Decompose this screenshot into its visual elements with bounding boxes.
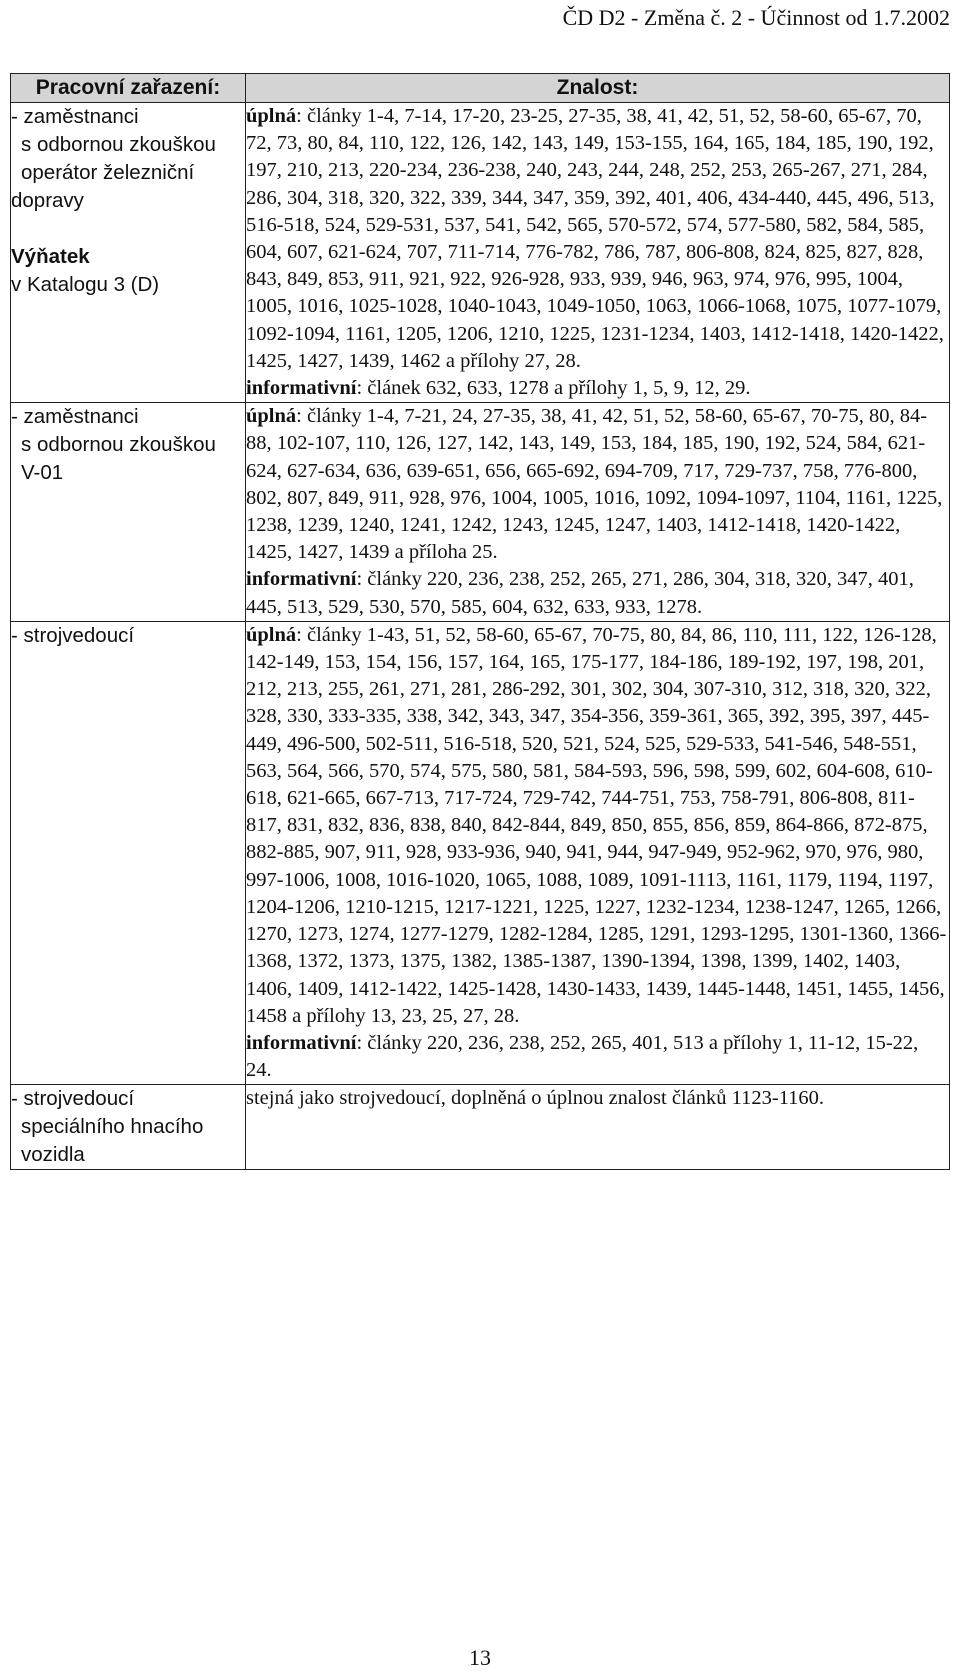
role-line: dopravy — [11, 189, 84, 212]
extract-catalog: v Katalogu 3 (D) — [11, 273, 160, 296]
table-row — [11, 1085, 950, 1170]
document-reference: ČD D2 - Změna č. 2 - Účinnost od 1.7.2002 — [562, 5, 950, 30]
knowledge-cell — [246, 621, 950, 1084]
full-knowledge-label: úplná — [246, 623, 297, 646]
informative-knowledge-paragraph — [246, 375, 949, 402]
extract-label: Výňatek — [11, 245, 90, 268]
informative-text: : článek 632, 633, 1278 a přílohy 1, 5, 9, 12, 29. — [356, 377, 751, 400]
full-knowledge-text: : články 1-4, 7-14, 17-20, 23-25, 27-35, 38, 41, 42, 51, 52, 58-60, 65-67, 70, 72, 73, 80, 84, 110, 122, 126, 142, 143, 149, 153-155, 164, 165, 184, 185, 190, 192, 197, 210, 213, 220-234, 236-238, 240, 243, 244, 248, 252, 253, 265-267, 271, 284, 286, 304, 318, 320, 322, 339, 344, 347, 359, 392, 401, 406, 434-440, 445, 496, 513, 516-518, 524, 529-531, 537, 541, 542, 565, 570-572, 574, 577-580, 582, 584, 585, 604, 607, 621-624, 707, 711-714, 776-782, 786, 787, 806-808, 824, 825, 827, 828, 843, 849, 853, 911, 921, 922, 926-928, 933, 939, 946, 963, 974, 976, 995, 1004, 1005, 1016, 1025-1028, 1040-1043, 1049-1050, 1063, 1066-1068, 1075, 1077-1079, 1092-1094, 1161, 1205, 1206, 1210, 1225, 1231-1234, 1403, 1412-1418, 1420-1422, 1425, 1427, 1439, 1462 a přílohy 27, 28. — [246, 105, 944, 372]
column-header-role: Pracovní zařazení: — [11, 74, 246, 103]
full-knowledge-text: : články 1-43, 51, 52, 58-60, 65-67, 70-75, 80, 84, 86, 110, 111, 122, 126-128, 142-149, 153, 154, 156, 157, 164, 165, 175-177, 184-186, 189-192, 197, 198, 201, 212, 213, 255, 261, 271, 281, 286-292, 301, 302, 304, 307-310, 312, 318, 320, 322, 328, 330, 333-335, 338, 342, 343, 347, 354-356, 359-361, 365, 392, 395, 397, 445-449, 496-500, 502-511, 516-518, 520, 521, 524, 525, 529-533, 541-546, 548-551, 563, 564, 566, 570, 574, 575, 580, 581, 584-593, 596, 598, 599, 602, 604-608, 610-618, 621-665, 667-713, 717-724, 729-742, 744-751, 753, 758-791, 806-808, 811-817, 831, 832, 836, 838, 840, 842-844, 849, 850, 855, 856, 859, 864-866, 872-875, 882-885, 907, 911, 928, 933-936, 940, 941, 944, 947-949, 952-962, 970, 976, 980, 997-1006, 1008, 1016-1020, 1065, 1088, 1089, 1091-1113, 1161, 1179, 1194, 1197, 1204-1206, 1210-1215, 1217-1221, 1225, 1227, 1232-1234, 1238-1247, 1265, 1266, 1270, 1273, 1274, 1277-1279, 1282-1284, 1285, 1291, 1293-1295, 1301-1360, 1366-1368, 1372, 1373, 1375, 1382, 1385-1387, 1390-1394, 1398, 1399, 1402, 1403, 1406, 1409, 1412-1422, 1425-1428, 1430-1433, 1439, 1445-1448, 1451, 1455, 1456, 1458 a přílohy 13, 23, 25, 27, 28. — [246, 623, 947, 1027]
full-knowledge-text: : články 1-4, 7-21, 24, 27-35, 38, 41, 42, 51, 52, 58-60, 65-67, 70-75, 80, 84-88, 102-107, 110, 126, 127, 142, 143, 149, 153, 184, 185, 190, 192, 524, 584, 621-624, 627-634, 636, 639-651, 656, 665-692, 694-709, 717, 729-737, 758, 776-800, 802, 807, 849, 911, 928, 976, 1004, 1005, 1016, 1092, 1094-1097, 1104, 1161, 1225, 1238, 1239, 1240, 1241, 1242, 1243, 1245, 1247, 1403, 1412-1418, 1420-1422, 1425, 1427, 1439 a příloha 25. — [246, 405, 943, 564]
informative-text: : články 220, 236, 238, 252, 265, 401, 513 a přílohy 1, 11-12, 15-22, 24. — [246, 1031, 919, 1082]
informative-knowledge-paragraph — [246, 1030, 949, 1084]
page-number: 13 — [469, 1645, 491, 1670]
table-row — [11, 621, 950, 1084]
full-knowledge-paragraph — [246, 622, 949, 1030]
knowledge-requirements-table — [10, 73, 950, 1170]
role-line: V-01 — [21, 461, 64, 485]
informative-label: informativní — [246, 1031, 357, 1054]
role-line: s odbornou zkouškou — [21, 133, 216, 156]
role-line: - zaměstnanci — [11, 405, 139, 429]
informative-knowledge-paragraph — [246, 566, 949, 620]
informative-label: informativní — [246, 568, 357, 591]
role-line: vozidla — [21, 1143, 85, 1167]
full-knowledge-label: úplná — [246, 405, 297, 428]
role-line: s odbornou zkouškou — [21, 433, 216, 457]
role-cell — [11, 103, 246, 403]
informative-text: : články 220, 236, 238, 252, 265, 271, 286, 304, 318, 320, 347, 401, 445, 513, 529, 530, 570, 585, 604, 632, 633, 933, 1278. — [246, 568, 914, 618]
role-cell — [11, 1085, 246, 1170]
knowledge-cell — [246, 403, 950, 622]
full-knowledge-paragraph — [246, 403, 949, 566]
column-header-knowledge: Znalost: — [246, 74, 950, 103]
role-line: - strojvedoucí — [11, 1087, 135, 1111]
knowledge-paragraph: stejná jako strojvedoucí, doplněná o úplnou znalost článků 1123-1160. — [246, 1087, 825, 1110]
full-knowledge-paragraph — [246, 103, 949, 375]
role-line: operátor železniční — [21, 161, 195, 184]
full-knowledge-label: úplná — [246, 105, 297, 127]
table-row — [11, 403, 950, 622]
table-row — [11, 103, 950, 403]
role-line: speciálního hnacího — [21, 1115, 204, 1139]
role-line: - strojvedoucí — [11, 623, 135, 647]
table-header-row — [11, 74, 950, 103]
knowledge-cell — [246, 1085, 950, 1170]
role-cell — [11, 403, 246, 622]
informative-label: informativní — [246, 377, 357, 400]
role-line: - zaměstnanci — [11, 105, 139, 128]
role-cell — [11, 621, 246, 1084]
knowledge-cell — [246, 103, 950, 403]
